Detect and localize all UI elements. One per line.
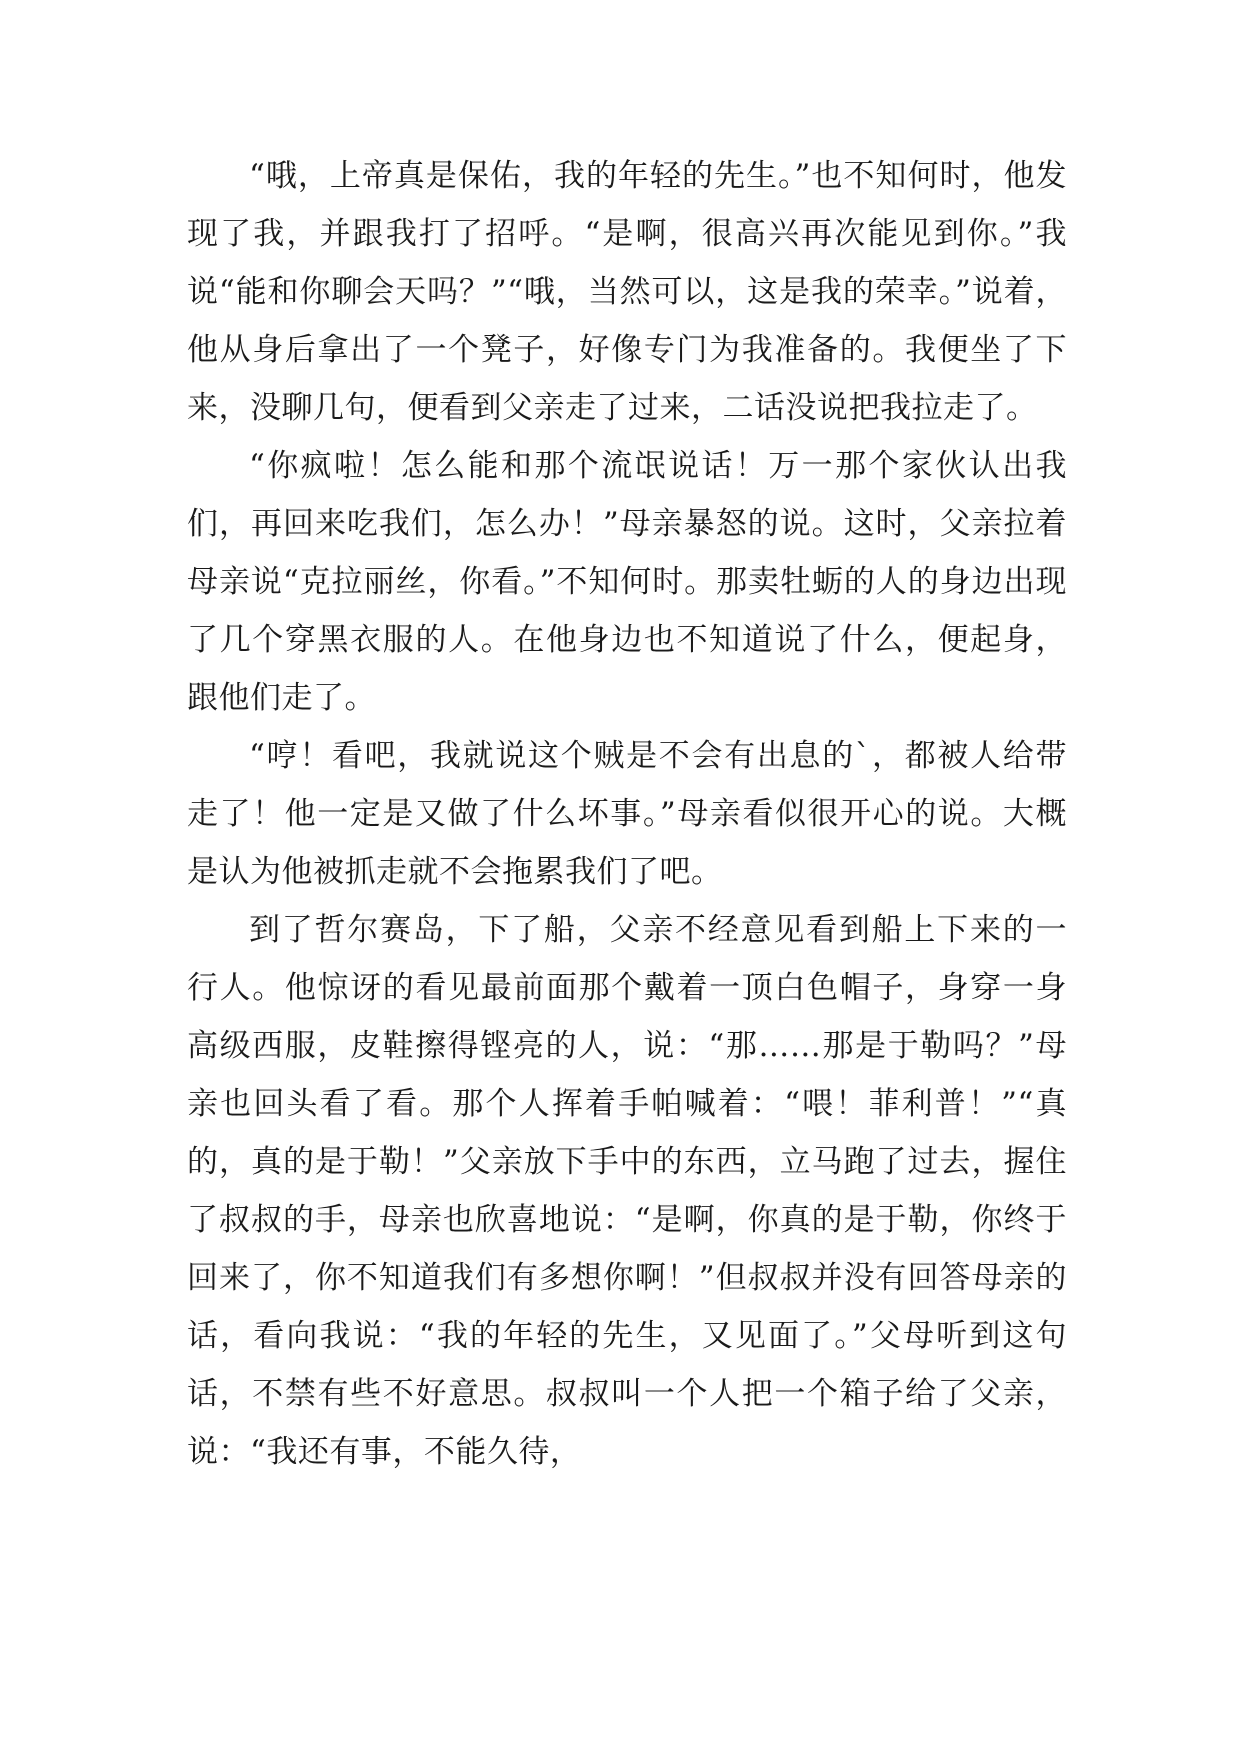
paragraph-4: 到了哲尔赛岛，下了船，父亲不经意见看到船上下来的一行人。他惊讶的看见最前面那个戴着一顶白色帽子，身穿一身高级西服，皮鞋擦得铿亮的人，说：“那……那是于勒吗？”母亲也回头看了看。那个人挥着手帕喊着：“喂！菲利普！”“真的，真的是于勒！”父亲放下手中的东西，立马跑了过去，握住了叔叔的手，母亲也欣喜地说：“是啊，你真的是于勒，你终于回来了，你不知道我们有多想你啊！”但叔叔并没有回答母亲的话，看向我说：“我的年轻的先生，又见面了。”父母听到这句话，不禁有些不好意思。叔叔叫一个人把一个箱子给了父亲，说：“我还有事，不能久待， xyxy=(187,912,1067,1470)
paragraph-3: “哼！看吧，我就说这个贼是不会有出息的`，都被人给带走了！他一定是又做了什么坏事。”母亲看似很开心的说。大概是认为他被抓走就不会拖累我们了吧。 xyxy=(187,738,1067,890)
document-page xyxy=(187,147,1067,1481)
paragraph-2: “你疯啦！怎么能和那个流氓说话！万一那个家伙认出我们，再回来吃我们，怎么办！”母亲暴怒的说。这时，父亲拉着母亲说“克拉丽丝，你看。”不知何时。那卖牡蛎的人的身边出现了几个穿黑衣服的人。在他身边也不知道说了什么，便起身，跟他们走了。 xyxy=(187,448,1067,716)
paragraph-1: “哦，上帝真是保佑，我的年轻的先生。”也不知何时，他发现了我，并跟我打了招呼。“是啊，很高兴再次能见到你。”我说“能和你聊会天吗？”“哦，当然可以，这是我的荣幸。”说着，他从身后拿出了一个凳子，好像专门为我准备的。我便坐了下来，没聊几句，便看到父亲走了过来，二话没说把我拉走了。 xyxy=(187,158,1067,426)
